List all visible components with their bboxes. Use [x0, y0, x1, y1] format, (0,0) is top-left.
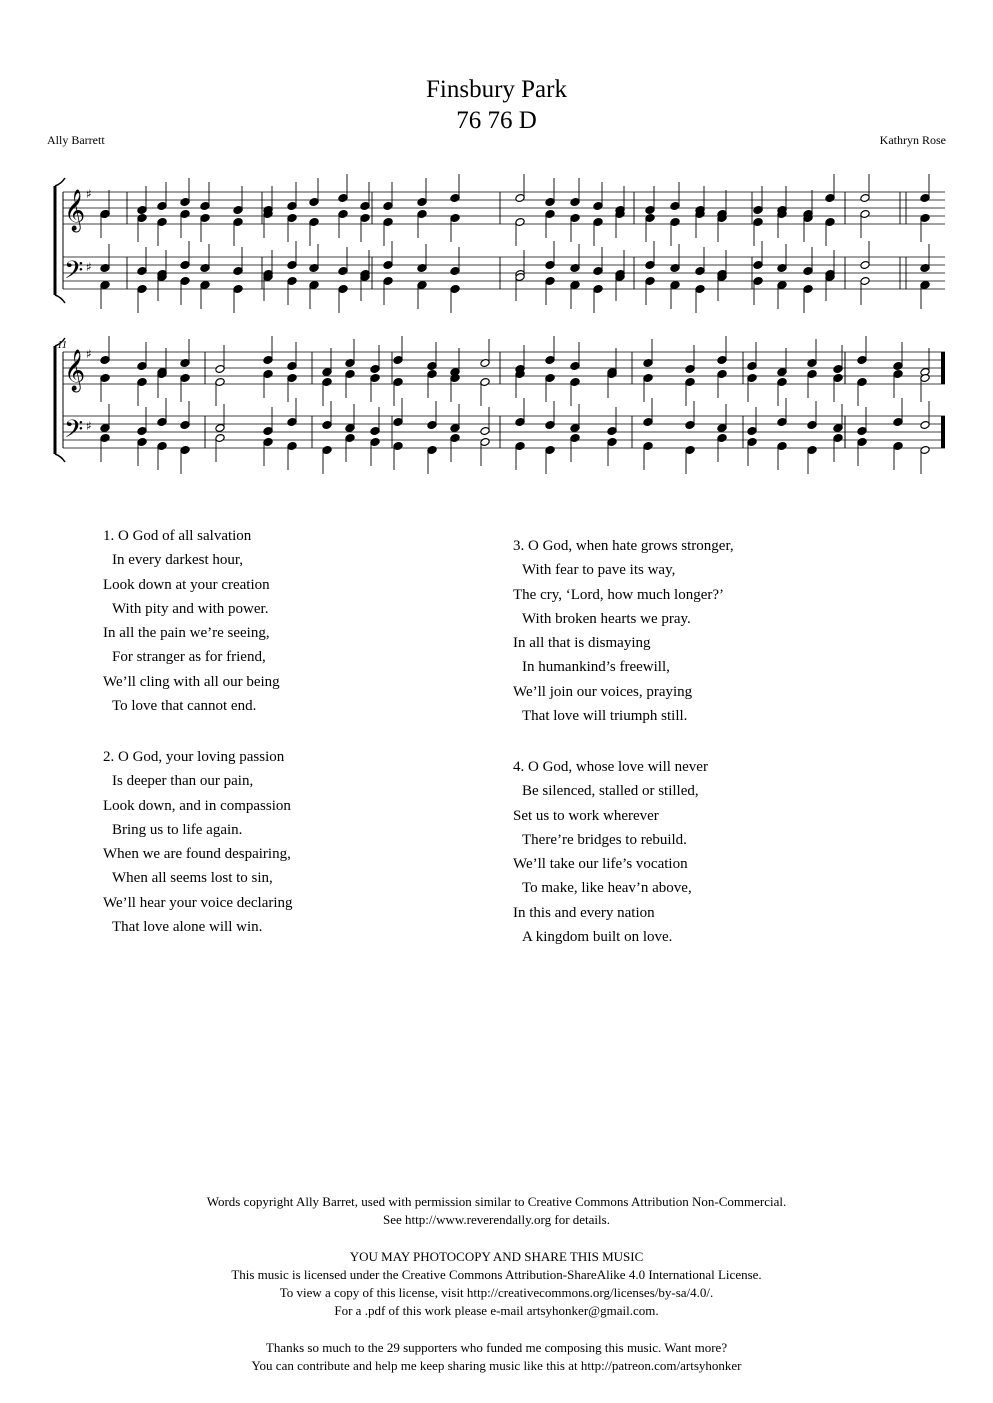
bass-clef-icon: 𝄢: [64, 415, 84, 450]
sharp-icon: ♯: [86, 347, 92, 361]
final-barline: [941, 352, 945, 384]
sharp-icon: ♯: [86, 260, 92, 274]
footer-line: Words copyright Ally Barret, used with permission similar to Creative Commons Attribution Non-Commercial.: [206, 1194, 787, 1209]
footer-line: [0, 1320, 993, 1338]
verse-line: When we are found despairing,: [103, 846, 291, 863]
verse-line: We’ll cling with all our being: [103, 673, 280, 690]
bass-clef-icon: 𝄢: [64, 256, 84, 291]
treble-clef-icon: 𝄞: [64, 190, 86, 231]
system-bracket: [55, 454, 65, 462]
footer-line: YOU MAY PHOTOCOPY AND SHARE THIS MUSIC: [349, 1248, 644, 1264]
verse-line: With pity and with power.: [112, 600, 269, 617]
verse-line: There’re bridges to rebuild.: [522, 831, 687, 848]
verse-line: In all the pain we’re seeing,: [103, 625, 270, 642]
verse-line: The cry, ‘Lord, how much longer?’: [513, 586, 725, 603]
sharp-icon: ♯: [86, 187, 92, 201]
verse-line: When all seems lost to sin,: [112, 870, 273, 887]
treble-clef-icon: 𝄞: [64, 350, 86, 391]
verse-line: 4. O God, whose love will never: [513, 759, 708, 775]
verse-line: We’ll hear your voice declaring: [103, 894, 293, 911]
verse-block: [103, 745, 293, 939]
sharp-icon: ♯: [86, 419, 92, 433]
verse-line: Is deeper than our pain,: [112, 773, 254, 790]
verse-line: 1. O God of all salvation: [103, 528, 252, 544]
music-score: [0, 0, 993, 520]
footer-line: This music is licensed under the Creative Commons Attribution-ShareAlike 4.0 International License.: [231, 1266, 762, 1282]
copyright-footer: [0, 1193, 993, 1375]
verse-line: We’ll join our voices, praying: [513, 683, 693, 700]
footer-line: You can contribute and help me keep sharing music like this at http://patreon.com/artsyhonker: [251, 1357, 742, 1373]
verse-line: Look down at your creation: [103, 576, 270, 593]
measure-number: 11: [57, 339, 68, 351]
verse-line: Look down, and in compassion: [103, 797, 291, 814]
final-barline: [941, 416, 945, 448]
verse-line: We’ll take our life’s vocation: [513, 856, 688, 873]
verse-line: Be silenced, stalled or stilled,: [522, 783, 699, 800]
footer-line: [0, 1229, 993, 1247]
verse-line: For stranger as for friend,: [112, 649, 266, 666]
system-bracket: [55, 295, 65, 303]
footer-line: See http://www.reverendally.org for details.: [383, 1212, 610, 1228]
footer-line: For a .pdf of this work please e-mail artsyhonker@gmail.com.: [334, 1303, 659, 1319]
composer-credit: Kathryn Rose: [879, 133, 946, 147]
verse-block: [513, 534, 734, 728]
footer-line: Thanks so much to the 29 supporters who funded me composing this music. Want more?: [265, 1339, 728, 1355]
verse-line: Bring us to life again.: [112, 821, 243, 838]
verse-line: A kingdom built on love.: [522, 929, 673, 946]
verse-line: That love will triumph still.: [522, 708, 688, 725]
footer-line: To view a copy of this license, visit http://creativecommons.org/licenses/by-sa/4.0/.: [279, 1284, 714, 1300]
verse-line: In humankind’s freewill,: [522, 659, 670, 676]
hymn-meter: 76 76 D: [456, 107, 537, 134]
system-bracket: [55, 178, 65, 186]
hymn-title: Finsbury Park: [426, 76, 567, 103]
verse-block: [513, 755, 708, 949]
lyricist-credit: Ally Barrett: [47, 133, 105, 147]
verse-line: To make, like heav’n above,: [522, 880, 692, 897]
verse-line: In this and every nation: [513, 904, 655, 921]
verse-line: To love that cannot end.: [112, 698, 257, 715]
verse-line: With fear to pave its way,: [522, 562, 676, 579]
verse-line: 3. O God, when hate grows stronger,: [513, 538, 734, 554]
verse-block: [103, 524, 280, 718]
verse-line: That love alone will win.: [112, 919, 263, 936]
verse-line: Set us to work wherever: [513, 807, 659, 824]
verse-line: In all that is dismaying: [513, 635, 651, 652]
verse-line: With broken hearts we pray.: [522, 610, 691, 627]
verse-line: In every darkest hour,: [112, 552, 244, 569]
verse-line: 2. O God, your loving passion: [103, 749, 285, 765]
